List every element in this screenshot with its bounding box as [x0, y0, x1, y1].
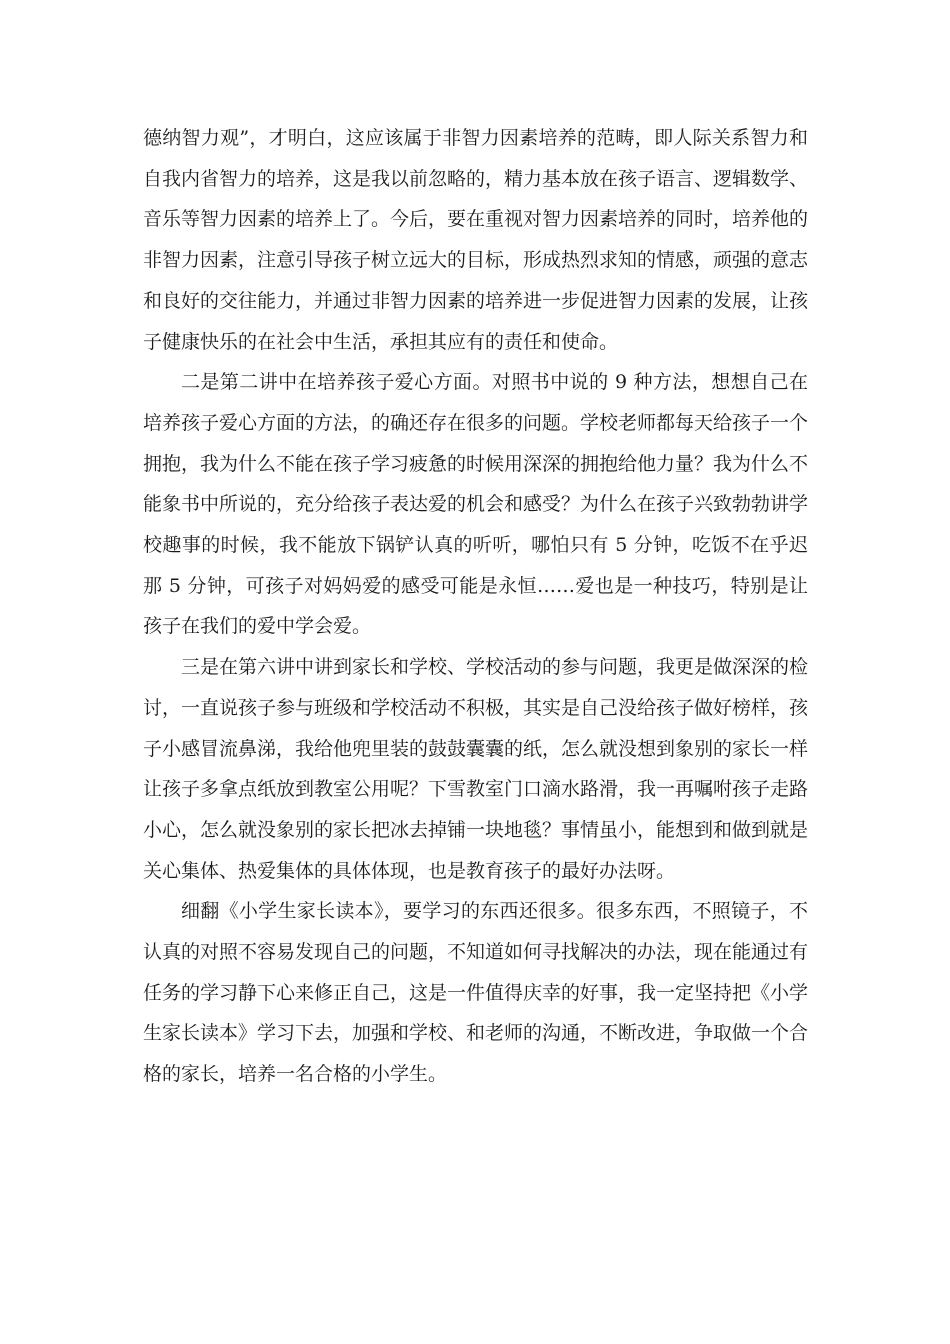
- document-body: [143, 118, 808, 1095]
- paragraph-4: 细翻《小学生家长读本》，要学习的东西还很多。很多东西，不照镜子，不认真的对照不容易发现自己的问题，不知道如何寻找解决的办法，现在能通过有任务的学习静下心来修正自己，这是一件值得庆幸的好事，我一定坚持把《小学生家长读本》学习下去，加强和学校、和老师的沟通，不断改进，争取做一个合格的家长，培养一名合格的小学生。: [143, 900, 809, 1086]
- paragraph-3: 三是在第六讲中讲到家长和学校、学校活动的参与问题，我更是做深深的检讨，一直说孩子参与班级和学校活动不积极，其实是自己没给孩子做好榜样，孩子小感冒流鼻涕，我给他兜里装的鼓鼓囊囊的纸，怎么就没想到象别的家长一样让孩子多拿点纸放到教室公用呢？下雪教室门口滴水路滑，我一再嘱咐孩子走路小心，怎么就没象别的家长把冰去掉铺一块地毯？事情虽小，能想到和做到就是关心集体、热爱集体的具体体现，也是教育孩子的最好办法呀。: [143, 656, 809, 882]
- paragraph-1: 德纳智力观”，才明白，这应该属于非智力因素培养的范畴，即人际关系智力和自我内省智力的培养，这是我以前忽略的，精力基本放在孩子语言、逻辑数学、音乐等智力因素的培养上了。今后，要在重视对智力因素培养的同时，培养他的非智力因素，注意引导孩子树立远大的目标，形成热烈求知的情感，顽强的意志和良好的交往能力，并通过非智力因素的培养进一步促进智力因素的发展，让孩子健康快乐的在社会中生活，承担其应有的责任和使命。: [143, 127, 809, 353]
- paragraph-2: 二是第二讲中在培养孩子爱心方面。对照书中说的 9 种方法，想想自己在培养孩子爱心方面的方法，的确还存在很多的问题。学校老师都每天给孩子一个拥抱，我为什么不能在孩子学习疲惫的时候用深深的拥抱给他力量？我为什么不能象书中所说的，充分给孩子表达爱的机会和感受？为什么在孩子兴致勃勃讲学校趣事的时候，我不能放下锅铲认真的听听，哪怕只有 5 分钟，吃饭不在乎迟那 5 分钟，可孩子对妈妈爱的感受可能是永恒……爱也是一种技巧，特别是让孩子在我们的爱中学会爱。: [143, 371, 809, 638]
